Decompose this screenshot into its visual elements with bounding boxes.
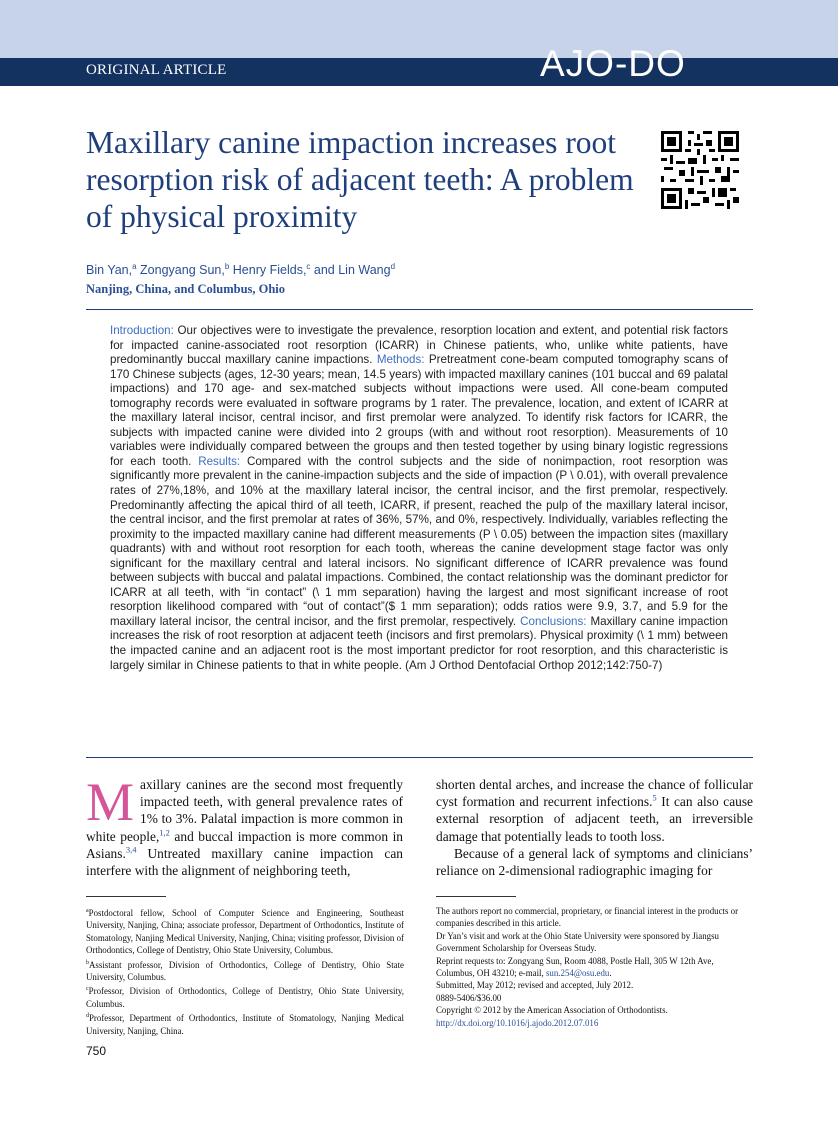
- abstract-results-text: Compared with the control subjects and the side of nonimpaction, root resorption was significantly more prevalent in the canine-impaction subjects and the side of impaction (P \ 0.01), with overall prevalence rates of 27%,18%, and 10% at the maxillary lateral incisor, the central incisor, and the first premolar, respectively. Predominantly affecting the apical third of all teeth, ICARR, if present, reached the pulp of the maxillary lateral incisor, the central incisor, and the first premolar at rates of 36%, 57%, and 0%, respectively. Individually, variables reflecting the proximity to the impacted maxillary canine had different measurements (P \ 0.05) between the impaction sites (maxillary quadrants) with and without root resorption for each tooth, whereas the canine development stage factor was only significant for the maxillary central and lateral incisors. No significant difference of ICARR prevalence was found between subjects with buccal and palatal impactions. Combined, the contact relationship was the dominant predictor for ICARR at all teeth, with “in contact” (\ 1 mm separation) having the largest and most significant increase of root resorption likelihood compared with “out of contact”($ 1 mm separation); odds ratios were 9.9, 3.7, and 5.9 for the maxillary lateral incisor, the central incisor, and the first premolar, respectively.: [110, 454, 728, 628]
- email-link[interactable]: sun.254@osu.edu: [545, 968, 610, 979]
- header-top-band: [0, 0, 838, 58]
- reprint-note: Reprint requests to: Zongyang Sun, Room 4088, Postle Hall, 305 W 12th Ave, Columbus, OH 43210; e-mail, sun.254@osu.edu.: [436, 955, 714, 979]
- abstract-bottom-rule: [86, 757, 753, 758]
- body-column-right: [436, 776, 753, 879]
- author-affiliation-mark: c: [306, 262, 311, 271]
- abstract-heading-methods: Methods:: [376, 353, 425, 367]
- submission-dates: Submitted, May 2012; revised and accepted, July 2012.: [436, 980, 634, 991]
- article-notes: [436, 905, 754, 1029]
- reference-link[interactable]: 1,2: [159, 827, 170, 838]
- author-affiliation-mark: d: [390, 262, 396, 271]
- abstract-conclusions-text: Maxillary canine impaction increases the risk of root resorption at adjacent teeth (incisors and first premolars). Physical proximity (\ 1 mm) between the impacted canine and an adjacent root is the most important predictor for root resorption, and this characteristic is largely similar in Chinese patients to that in white people.: [110, 614, 728, 672]
- abstract-heading-conclusions: Conclusions:: [520, 614, 587, 628]
- author-name[interactable]: and Lin Wang: [313, 263, 391, 278]
- body-text: shorten dental arches, and increase the chance of follicular cyst formation and recurrent infections.: [436, 777, 753, 810]
- body-column-left: [86, 772, 403, 879]
- author-name[interactable]: Henry Fields,: [232, 263, 307, 278]
- abstract-heading-introduction: Introduction:: [110, 324, 174, 337]
- reference-link[interactable]: 5: [652, 792, 657, 803]
- article-title: Maxillary canine impaction increases root resorption risk of adjacent teeth: A problem of physical proximity: [86, 125, 634, 234]
- abstract-heading-results: Results:: [198, 454, 241, 468]
- abstract-citation: (Am J Orthod Dentofacial Orthop 2012;142:750-7): [405, 658, 663, 672]
- author-list: [86, 262, 395, 277]
- abstract-introduction-text: Our objectives were to investigate the prevalence, resorption location and extent, and potential risk factors for impacted canine-associated root resorption (ICARR) in Chinese patients, who, unlike white patients, have predominantly buccal maxillary canine impactions.: [110, 324, 728, 367]
- qr-code-icon[interactable]: [661, 131, 739, 209]
- abstract: [110, 324, 728, 673]
- abstract-top-rule: [86, 309, 753, 310]
- page-number: 750: [86, 1044, 107, 1058]
- body-text: axillary canines are the second most frequently impacted teeth, with general prevalence rates of 1% to 3%. Palatal impaction is more common in white people,: [86, 777, 403, 844]
- funding-note: Dr Yan’s visit and work at the Ohio State University were sponsored by Jiangsu Government Scholarship for Overseas Study.: [436, 930, 719, 954]
- copyright: Copyright © 2012 by the American Association of Orthodontists.: [436, 1005, 668, 1016]
- footnote-rule-left: [86, 896, 166, 897]
- body-text: and buccal impaction is more common in Asians.: [86, 828, 403, 861]
- journal-logo: AJO-DO: [540, 43, 686, 84]
- body-text: Because of a general lack of symptoms and clinicians’ reliance on 2-dimensional radiographic imaging for: [436, 845, 753, 879]
- author-name[interactable]: Bin Yan,: [86, 263, 133, 278]
- body-text: It can also cause external resorption of adjacent teeth, an irreversible damage that potentially leads to tooth loss.: [436, 794, 753, 844]
- footnote: $^c$Professor, Division of Orthodontics, College of Dentistry, Ohio State University, Columbus.: [86, 986, 404, 1009]
- author-affiliation-mark: a: [132, 262, 137, 271]
- footnote: $^a$Postdoctoral fellow, School of Computer Science and Engineering, Southeast University, Nanjing, China; associate professor, Department of Orthodontics, Institute of Stomatology, Nanjing Medical University, Nanjing, China; visiting professor, Division of Orthodontics, College of Dentistry, Ohio State University, Columbus.: [86, 907, 404, 956]
- author-affiliation-mark: b: [224, 262, 230, 271]
- author-location: Nanjing, China, and Columbus, Ohio: [86, 282, 286, 296]
- disclosure-note: The authors report no commercial, proprietary, or financial interest in the products or companies described in this article.: [436, 906, 739, 929]
- footnote: $^d$Professor, Department of Orthodontics, Institute of Stomatology, Nanjing Medical University, Nanjing, China.: [86, 1013, 404, 1036]
- author-name[interactable]: Zongyang Sun,: [140, 263, 225, 278]
- section-label: ORIGINAL ARTICLE: [86, 62, 227, 78]
- affiliation-footnotes: [86, 905, 404, 1037]
- body-text: Untreated maxillary canine impaction can interfere with the alignment of neighboring teeth,: [86, 845, 403, 879]
- drop-cap: M: [86, 772, 135, 832]
- issn: 0889-5406/$36.00: [436, 992, 502, 1003]
- reference-link[interactable]: 3,4: [125, 844, 137, 855]
- doi-link[interactable]: http://dx.doi.org/10.1016/j.ajodo.2012.07.016: [436, 1017, 599, 1028]
- abstract-methods-text: Pretreatment cone-beam computed tomography scans of 170 Chinese subjects (ages, 12-30 years; mean, 14.5 years) with impacted maxillary canines (101 buccal and 69 palatal impactions) and 170 age- and sex-matched subjects without impactions were used. All cone-beam computed tomography records were evaluated in software programs by 1 rater. The prevalence, location, and extent of ICARR at the maxillary lateral incisor, central incisor, and first premolar were analyzed. To identify risk factors for ICARR, the subjects with impacted canine were divided into 2 groups (with and without root resorption). Measurements of 10 variables were individually compared between the groups and then tested together by using binary logistic regressions for each tooth.: [110, 353, 728, 468]
- footnote: $^b$Assistant professor, Division of Orthodontics, College of Dentistry, Ohio State University, Columbus.: [86, 959, 404, 982]
- footnote-rule-right: [436, 896, 516, 897]
